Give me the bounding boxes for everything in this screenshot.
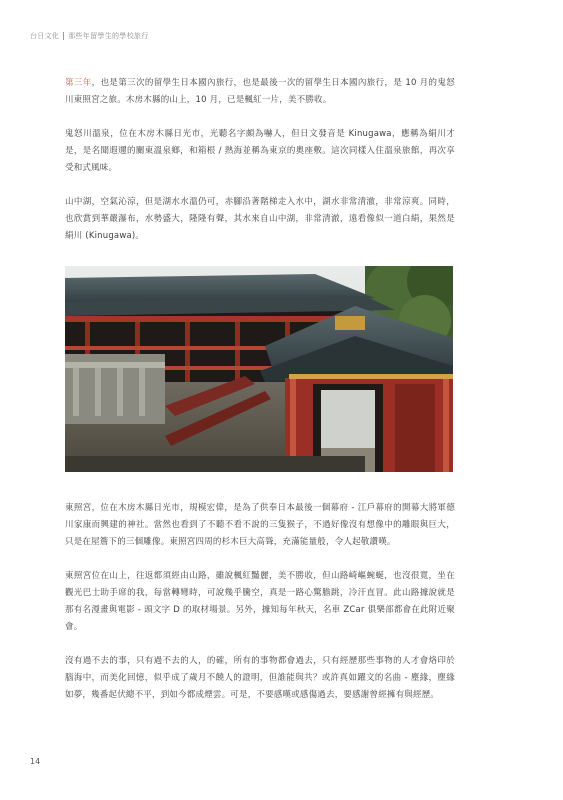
page-number: 14 xyxy=(30,757,41,766)
paragraph-lake: 山中湖，空氣沁涼，但是湖水水溫仍可，赤腳沿著階梯走入水中，湖水非常清澈，非常涼爽。同時，也欣賞到華嚴瀑布，水勢盛大，隆隆有聲，其水來自山中湖，非常清澈，遠看像似一道白絹，果然是絹川 (Kinugawa)。 xyxy=(65,197,455,241)
paragraph-third-year xyxy=(65,75,455,109)
article-body-top xyxy=(65,75,455,245)
paragraph-text: ，也是第三次的留學生日本國內旅行，也是最後一次的留學生日本國內旅行，是 10 月的鬼怒川東照宮之旅。木房木縣的山上，10 月，已是楓紅一片，美不勝收。 xyxy=(65,78,455,105)
header-section-label: 台日文化 xyxy=(30,32,60,40)
paragraph-kinugawa: 鬼怒川溫泉，位在木房木縣日光市，光聽名字頗為嚇人，但日文發音是 Kinugawa，應稱為絹川才是，是名聞遐邇的關東溫泉鄉，和箱根 / 熱海並稱為東京的奧座敷。這次同樣入住溫泉旅館，再次享受和式風味。 xyxy=(65,129,455,173)
shrine-photo xyxy=(65,266,453,472)
article-body-bottom xyxy=(65,500,455,704)
paragraph-mountain-road: 東照宮位在山上，往返都須經由山路，雖說楓紅豔麗，美不勝收，但山路崎嶇蜿蜒，也沒很寬，坐在觀光巴士助手席的我，每當轉彎時，可說幾乎騰空，真是一路心驚膽跳，冷汗直冒。此山路據說就是那有名漫畫與電影 - 頭文字 D 的取材場景。另外，據知每年秋天，名車 ZCar 俱樂部都會在此附近聚會。 xyxy=(65,571,455,632)
running-header xyxy=(30,31,149,41)
header-divider xyxy=(63,32,64,40)
paragraph-accent: 第三年 xyxy=(65,78,92,88)
paragraph-toshogu: 東照宮，位在木房木縣日光市，規模宏偉，是為了供奉日本最後一個幕府 - 江戶幕府的開幕大將軍德川家康而興建的神社。當然也看到了不聽不看不說的三隻猴子，不過好像沒有想像中的雕眼與巨大，只是在屋簷下的三個雕像。東照宮四周的杉木巨大高聳，充滿能量般，令人起敬讚嘆。 xyxy=(65,503,455,547)
paragraph-reflection: 沒有過不去的事，只有過不去的人，的確，所有的事物都會過去，只有經歷那些事物的人才會烙印於腦海中，而美化回憶，似乎成了歲月不饒人的證明，但誰能與共？或許真如躍文的名曲 - 塵緣，塵緣如夢，幾番起伏總不平，到如今都成煙雲。可是，不要感嘆或感傷過去，要感謝曾經擁有與經歷。 xyxy=(65,656,455,700)
header-article-title: 那些年留學生的學校旅行 xyxy=(68,32,149,40)
